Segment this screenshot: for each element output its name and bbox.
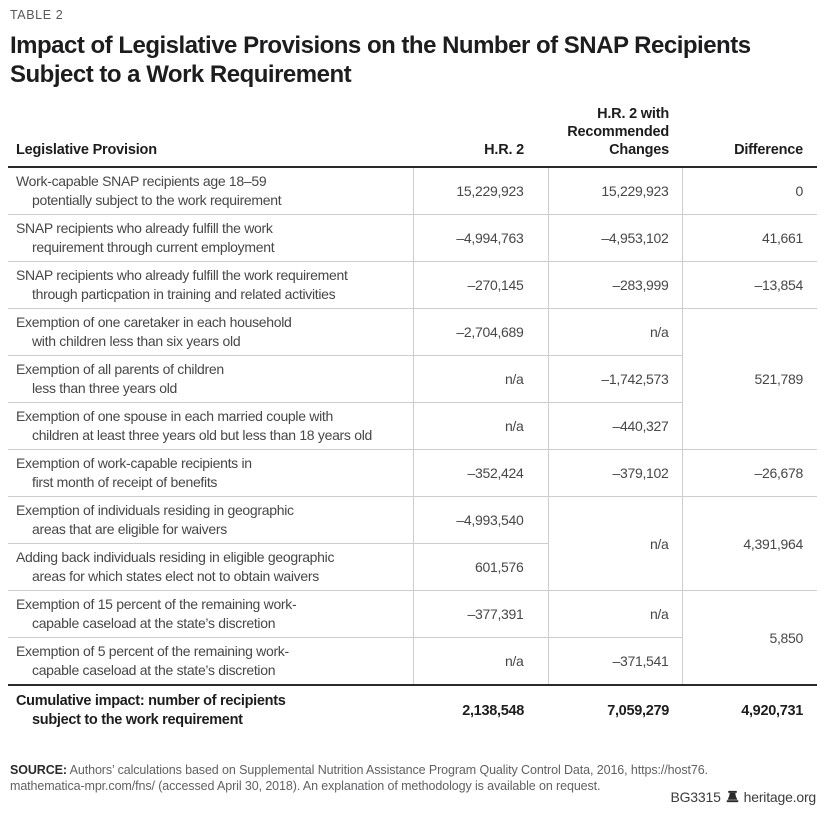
branding-footer [670, 789, 816, 805]
provision-cell: Exemption of 5 percent of the remaining work- capable caseload at the state’s discretion [8, 638, 413, 686]
provision-cell: Exemption of individuals residing in geographic areas that are eligible for waivers [8, 497, 413, 544]
difference-value-cell: 41,661 [682, 215, 817, 262]
hr2-changes-merged-cell-waiver-group: n/a [548, 497, 682, 591]
hr2-changes-value-cell: 15,229,923 [548, 167, 682, 215]
provision-cell: Exemption of work-capable recipients in first month of receipt of benefits [8, 450, 413, 497]
hr2-value-cell: n/a [413, 638, 548, 686]
hr2-value-cell: –270,145 [413, 262, 548, 309]
difference-value-cell: 0 [682, 167, 817, 215]
col-header-hr2-recommended [548, 102, 682, 167]
hr2-value-cell: –4,993,540 [413, 497, 548, 544]
hr2-changes-value-cell: –379,102 [548, 450, 682, 497]
hr2-value-cell: –4,994,763 [413, 215, 548, 262]
col-header-hr2rc-line2: Recommended [567, 124, 669, 140]
table-row-work-capable [8, 167, 817, 215]
hr2-changes-value-cell: –1,742,573 [548, 356, 682, 403]
table-row-15-percent-exemption [8, 591, 817, 638]
total-row [8, 685, 817, 736]
site-url: heritage.org [743, 789, 816, 805]
total-hr2-cell: 2,138,548 [413, 685, 548, 736]
hr2-value-cell: n/a [413, 356, 548, 403]
hr2-value-cell: 15,229,923 [413, 167, 548, 215]
table-title-line1: Impact of Legislative Provisions on the Number of SNAP Recipients [10, 32, 751, 59]
table-row-current-employment [8, 215, 817, 262]
provision-cell: SNAP recipients who already fulfill the work requirement through current employment [8, 215, 413, 262]
difference-merged-cell-state-discretion-group: 5,850 [682, 591, 817, 686]
hr2-changes-value-cell: –371,541 [548, 638, 682, 686]
provision-cell: Work-capable SNAP recipients age 18–59 potentially subject to the work requirement [16, 173, 282, 208]
document-id: BG3315 [670, 789, 721, 805]
hr2-value-cell: –352,424 [413, 450, 548, 497]
source-text-line1: Authors’ calculations based on Supplemental Nutrition Assistance Program Quality Control Data, 2016, https://host76. [69, 763, 708, 777]
hr2-value-cell: 601,576 [413, 544, 548, 591]
table-number-label: TABLE 2 [10, 8, 64, 22]
hr2-value-cell: n/a [413, 403, 548, 450]
difference-merged-cell-caretaker-group: 521,789 [682, 309, 817, 450]
hr2-value-cell: –377,391 [413, 591, 548, 638]
table-row-waiver-areas-exemption [8, 497, 817, 544]
source-label: SOURCE: [10, 763, 67, 777]
hr2-changes-value-cell: n/a [548, 591, 682, 638]
total-hr2-changes-cell: 7,059,279 [548, 685, 682, 736]
hr2-changes-value-cell: –283,999 [548, 262, 682, 309]
difference-value-cell: –13,854 [682, 262, 817, 309]
table-row-training-activities [8, 262, 817, 309]
table-row-first-month-exemption [8, 450, 817, 497]
difference-value-cell: –26,678 [682, 450, 817, 497]
hr2-value-cell: –2,704,689 [413, 309, 548, 356]
hr2-changes-value-cell: –440,327 [548, 403, 682, 450]
col-header-difference: Difference [682, 102, 817, 167]
difference-merged-cell-waiver-group: 4,391,964 [682, 497, 817, 591]
table-row-caretaker-exemption [8, 309, 817, 356]
col-header-hr2rc-line1: H.R. 2 with [597, 106, 669, 122]
col-header-hr2rc-line3: Changes [609, 142, 669, 158]
provision-cell: Exemption of one spouse in each married couple with children at least three years old but less than 18 years old [8, 403, 413, 450]
provision-cell: Exemption of one caretaker in each household with children less than six years old [8, 309, 413, 356]
snap-impact-table [8, 102, 817, 736]
provision-cell: Exemption of 15 percent of the remaining work- capable caseload at the state’s discretion [8, 591, 413, 638]
table-title [10, 31, 815, 89]
table-title-line2: Subject to a Work Requirement [10, 61, 352, 88]
col-header-provision: Legislative Provision [8, 102, 413, 167]
liberty-bell-icon [725, 790, 740, 804]
source-text-line2: mathematica-mpr.com/fns/ (accessed April 30, 2018). An explanation of methodology is available on request. [10, 779, 601, 793]
header-row [8, 102, 817, 167]
hr2-changes-value-cell: –4,953,102 [548, 215, 682, 262]
total-difference-cell: 4,920,731 [682, 685, 817, 736]
provision-cell: Exemption of all parents of children less than three years old [8, 356, 413, 403]
provision-cell: Adding back individuals residing in eligible geographic areas for which states elect not to obtain waivers [8, 544, 413, 591]
col-header-hr2: H.R. 2 [413, 102, 548, 167]
hr2-changes-value-cell: n/a [548, 309, 682, 356]
total-label-cell: Cumulative impact: number of recipients subject to the work requirement [8, 685, 413, 736]
provision-cell: SNAP recipients who already fulfill the work requirement through particpation in training and related activities [8, 262, 413, 309]
